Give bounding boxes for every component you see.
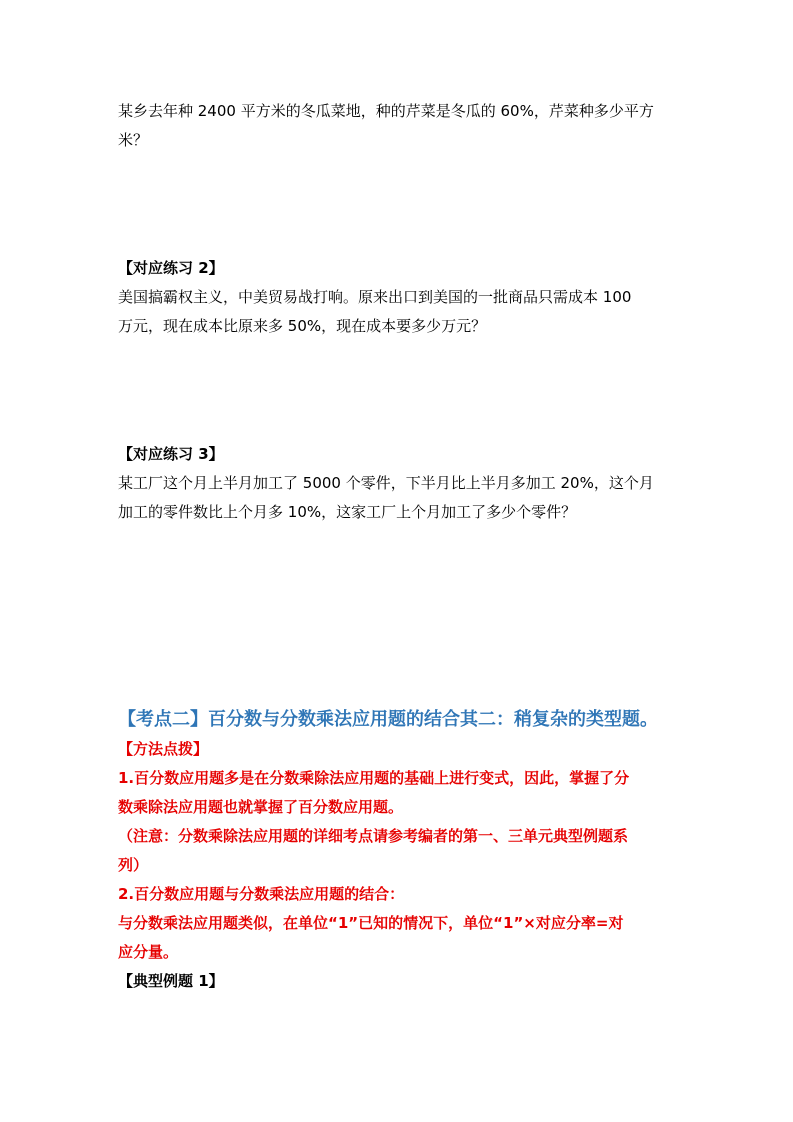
- point-1-line-1: 1.百分数应用题多是在分数乘除法应用题的基础上进行变式，因此，掌握了分: [118, 769, 630, 787]
- practice-2-line-2: 万元，现在成本比原来多 50%，现在成本要多少万元？: [118, 317, 487, 335]
- practice-2: [118, 254, 678, 341]
- intro-problem: [118, 97, 678, 155]
- practice-2-heading: 【对应练习 2】: [118, 259, 224, 277]
- point-2-heading: 2.百分数应用题与分数乘法应用题的结合：: [118, 885, 405, 903]
- point-2-line-2: 应分量。: [118, 943, 179, 961]
- note-line-2: 列）: [118, 856, 149, 874]
- section-2: [118, 705, 698, 996]
- practice-3-line-2: 加工的零件数比上个月多 10%，这家工厂上个月加工了多少个零件？: [118, 503, 577, 521]
- method-heading: 【方法点拨】: [118, 740, 209, 758]
- point-2-line-1: 与分数乘法应用题类似，在单位“1”已知的情况下，单位“1”×对应分率=对: [118, 914, 624, 932]
- point-1-line-2: 数乘除法应用题也就掌握了百分数应用题。: [118, 798, 404, 816]
- practice-3: [118, 440, 678, 527]
- example-1-heading: 【典型例题 1】: [118, 972, 224, 990]
- practice-3-line-1: 某工厂这个月上半月加工了 5000 个零件，下半月比上半月多加工 20%，这个月: [118, 474, 654, 492]
- practice-3-heading: 【对应练习 3】: [118, 445, 224, 463]
- intro-problem-line-2: 米？: [118, 131, 149, 149]
- practice-2-line-1: 美国搞霸权主义，中美贸易战打响。原来出口到美国的一批商品只需成本 100: [118, 288, 632, 306]
- section-2-title: 【考点二】百分数与分数乘法应用题的结合其二：稍复杂的类型题。: [118, 709, 658, 730]
- note-line-1: （注意：分数乘除法应用题的详细考点请参考编者的第一、三单元典型例题系: [118, 827, 629, 845]
- intro-problem-line-1: 某乡去年种 2400 平方米的冬瓜菜地，种的芹菜是冬瓜的 60%，芹菜种多少平方: [118, 102, 654, 120]
